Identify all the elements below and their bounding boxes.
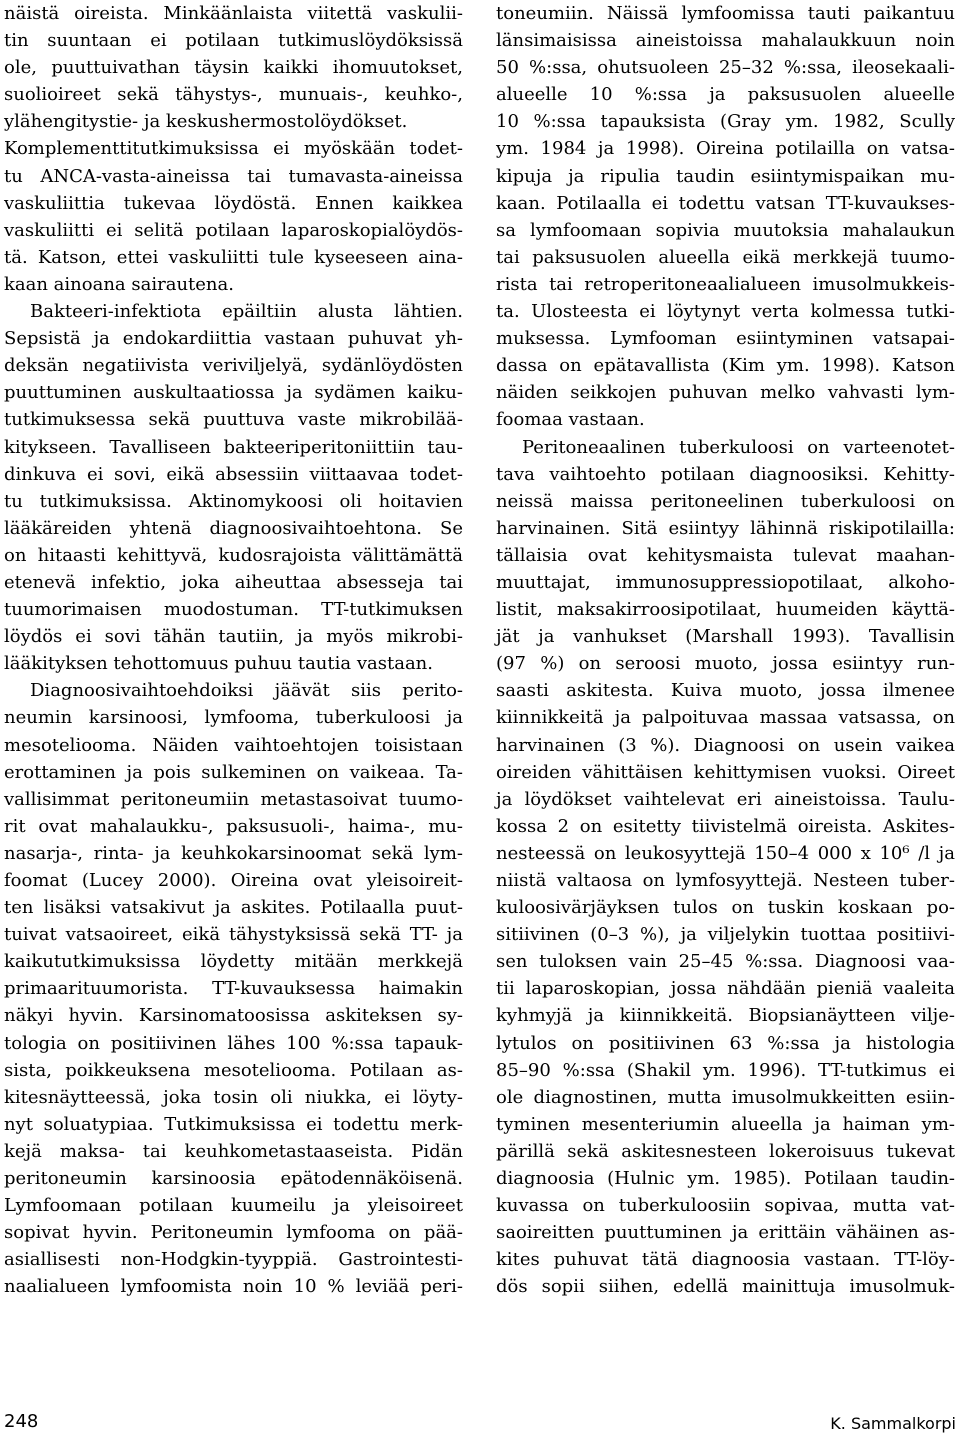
text-line: kiinnikkeitä ja palpoituvaa massaa vatsassa, on (496, 707, 955, 729)
text-line: sopivat hyvin. Peritoneumin lymfooma on pää- (4, 1222, 463, 1244)
text-line: kaan. Potilaalla ei todettu vatsan TT-kuvaukses- (496, 192, 955, 214)
text-line: niistä valtaosa on lymfosyyttejä. Nesteen tuber- (496, 870, 955, 891)
text-line: ja löydökset vaihtelevat eri aineistoissa. Taulu- (496, 788, 955, 810)
text-line: sa lymfoomaan sopivia muutoksia mahalaukun (496, 219, 955, 241)
text-line: alueelle 10 %:ssa ja paksusuolen alueelle (496, 84, 955, 106)
text-line: sista, poikkeuksena mesoteliooma. Potilaan as- (4, 1059, 463, 1081)
text-line: foomaa vastaan. (496, 409, 645, 431)
text-line: muksessa. Lymfooman esiintyminen vatsapai- (496, 328, 955, 350)
text-line: nyt soluatypiaa. Tutkimuksissa ei todettu merk- (4, 1113, 463, 1135)
right-text-column (496, 0, 955, 1301)
text-line: sen tuloksen vain 25–45 %:ssa. Diagnoosi vaa- (496, 951, 955, 973)
text-line: kitesnäytteessä, joka tosin oli niukka, ei löyty- (4, 1086, 463, 1108)
text-line: näiden seikkojen puhuvan melko vahvasti lym- (496, 382, 955, 404)
text-line: harvinainen (3 %). Diagnoosi on usein vaikea (496, 734, 955, 756)
text-line: 85–90 %:ssa (Shakil ym. 1996). TT-tutkimus ei (496, 1059, 955, 1081)
text-line: neumin karsinoosi, lymfooma, tuberkuloosi ja (4, 707, 463, 729)
text-line: Sepsistä ja endokardiittia vastaan puhuvat yh- (4, 328, 463, 350)
text-line: erottaminen ja pois sulkeminen on vaikeaa. Ta- (4, 761, 463, 783)
text-line: löydös ei sovi tähän tautiin, ja myös mikrobi- (4, 626, 463, 648)
text-line: neissä maissa peritoneelinen tuberkuloosi on (496, 490, 955, 512)
text-line: foomat (Lucey 2000). Oireina ovat yleisoireit- (4, 870, 463, 891)
text-line: ylähengitystie- ja keskushermostolöydökset. (4, 111, 408, 133)
text-line: oireiden vähittäisen kehittymisen vuoksi. Oireet (496, 761, 955, 783)
text-line: tu tutkimuksissa. Aktinomykoosi oli hoitavien (4, 490, 463, 512)
text-line: kitykseen. Tavalliseen bakteeriperitoniittiin tau- (4, 436, 463, 458)
text-line: tii laparoskopian, jossa nähdään pieniä vaaleita (496, 978, 955, 1000)
text-line: toneumiin. Näissä lymfoomissa tauti paikantuu (496, 3, 955, 24)
text-line: saoireitten puuttuminen ja erittäin vähäinen as- (496, 1222, 955, 1244)
text-line: kaan ainoana sairautena. (4, 273, 234, 295)
text-line: on hitaasti kehittyvä, kudosrajoista välittämättä (4, 544, 463, 566)
text-line: deksän negatiivista veriviljelyä, sydänlöydösten (4, 355, 463, 377)
text-line: rit ovat mahalaukku-, paksusuoli-, haima-, mu- (4, 815, 463, 837)
text-line: tologia on positiivinen lähes 100 %:ssa tapauk- (4, 1032, 463, 1054)
text-line: ole diagnostinen, mutta imusolmukkeitten esiin- (496, 1086, 955, 1108)
text-line: tai paksusuolen alueella eikä merkkejä tuumo- (496, 246, 955, 268)
text-line: Bakteeri-infektiota epäiltiin alusta lähtien. (30, 301, 463, 323)
text-line: tällaisia ovat kehitysmaista tulevat maahan- (496, 544, 955, 566)
text-line: lytulos on positiivinen 63 %:ssa ja histologia (496, 1032, 955, 1054)
text-line: tuivat vatsaoireet, eikä tähystyksissä sekä TT- ja (4, 924, 463, 946)
text-line: listit, maksakirroosipotilaat, huumeiden käyttä- (496, 599, 955, 621)
text-line: primaarituumorista. TT-kuvauksessa haimakin (4, 978, 463, 1000)
text-line: näistä oireista. Minkäänlaista viitettä vaskulii- (4, 3, 463, 24)
text-line: tyminen mesenteriumin alueella ja haiman ym- (496, 1113, 955, 1135)
left-text-column (4, 0, 463, 1301)
text-line: dinkuva ei sovi, eikä absessiin viittaavaa todet- (4, 463, 463, 485)
text-line: kyhmyjä ja kiinnikkeitä. Biopsianäytteen vilje- (496, 1005, 955, 1027)
text-line: kuvassa on tuberkuloosiin sopivaa, mutta vat- (496, 1195, 955, 1217)
text-line: ten lisäksi vatsakivut ja askites. Potilaalla puut- (4, 897, 463, 919)
text-line: tin suuntaan ei potilaan tutkimuslöydöksissä (4, 30, 463, 52)
text-line: kites puhuvat tätä diagnoosia vastaan. TT-löy- (496, 1249, 955, 1271)
text-line: Peritoneaalinen tuberkuloosi on varteenotet- (522, 436, 955, 458)
text-line: länsimaisissa aineistoissa mahalaukkuun noin (496, 30, 955, 52)
text-line: (97 %) on seroosi muoto, jossa esiintyy run- (496, 653, 955, 675)
text-line: vaskuliitti ei selitä potilaan laparoskopialöydös- (4, 219, 463, 241)
text-line: tuumorimaisen muodostuman. TT-tutkimuksen (4, 599, 463, 621)
text-line: sitiivinen (0–3 %), ja viljelykin tuottaa positiivi- (496, 924, 955, 946)
text-line: puuttuminen auskultaatiossa ja sydämen kaiku- (4, 382, 463, 404)
text-line: 50 %:ssa, ohutsuoleen 25–32 %:ssa, ileosekaali- (496, 57, 955, 79)
text-line: Diagnoosivaihtoehdoiksi jäävät siis perito- (30, 680, 463, 702)
running-footer-author: K. Sammalkorpi (830, 1414, 956, 1433)
text-line: nesteessä on leukosyyttejä 150–4 000 x 10⁶ /l ja (496, 842, 955, 864)
text-line: asiallisesti non-Hodgkin-tyyppiä. Gastrointesti- (4, 1249, 463, 1271)
text-line: muuttajat, immunosuppressiopotilaat, alkoho- (496, 571, 955, 593)
text-line: diagnoosia (Hulnic ym. 1985). Potilaan taudin- (496, 1168, 955, 1190)
text-line: kaikututkimuksissa löydetty mitään merkkejä (4, 951, 463, 973)
text-line: nasarja-, rinta- ja keuhkokarsinoomat sekä lym- (4, 842, 463, 864)
text-line: lääkityksen tehottomuus puhuu tautia vastaan. (4, 653, 433, 675)
text-line: näkyi hyvin. Karsinomatoosissa askiteksen sy- (4, 1005, 463, 1027)
text-line: Komplementtitutkimuksissa ei myöskään todet- (4, 138, 463, 160)
text-line: jät ja vanhukset (Marshall 1993). Tavallisin (496, 626, 955, 648)
text-line: ym. 1984 ja 1998). Oireina potilailla on vatsa- (496, 138, 955, 160)
text-line: ta. Ulosteesta ei löytynyt verta kolmessa tutki- (496, 301, 955, 323)
text-line: lääkäreiden yhtenä diagnoosivaihtoehtona. Se (4, 517, 463, 539)
text-line: mesoteliooma. Näiden vaihtoehtojen toisistaan (4, 734, 463, 756)
text-line: vaskuliittia tukevaa löydöstä. Ennen kaikkea (4, 192, 463, 214)
text-line: kejä maksa- tai keuhkometastaaseista. Pidän (4, 1140, 463, 1162)
text-line: etenevä infektio, joka aiheuttaa absesseja tai (4, 571, 463, 593)
text-line: tu ANCA-vasta-aineissa tai tumavasta-aineissa (4, 165, 463, 187)
text-line: naalialueen lymfoomista noin 10 % leviää peri- (4, 1276, 463, 1298)
text-line: kipuja ja ripulia taudin esiintymispaikan mu- (496, 165, 955, 187)
text-line: dös sopii siihen, edellä mainittuja imusolmuk- (496, 1276, 955, 1298)
text-line: saasti askitesta. Kuiva muoto, jossa ilmenee (496, 680, 955, 702)
text-line: rista tai retroperitoneaalialueen imusolmukkeis- (496, 273, 955, 295)
text-line: 10 %:ssa tapauksista (Gray ym. 1982, Scully (496, 111, 955, 133)
text-line: kuloosivärjäyksen tulos on tuskin koskaan po- (496, 897, 955, 919)
text-line: Lymfoomaan potilaan kuumeilu ja yleisoireet (4, 1195, 463, 1217)
text-line: tava vaihtoehto potilaan diagnoosiksi. Kehitty- (496, 463, 955, 485)
text-line: dassa on epätavallista (Kim ym. 1998). Katson (496, 355, 955, 377)
text-line: vallisimmat peritoneumiin metastasoivat tuumo- (4, 788, 463, 810)
text-line: tä. Katson, ettei vaskuliitti tule kyseeseen aina- (4, 246, 463, 268)
text-line: ole, puuttuivathan täysin kaikki ihomuutokset, (4, 57, 463, 79)
text-line: pärillä sekä askitesnesteen lokeroisuus tukevat (496, 1140, 955, 1162)
text-line: kossa 2 on esitetty tiivistelmä oireista. Askites- (496, 815, 955, 837)
text-line: tutkimuksessa sekä puuttuva vaste mikrobilää- (4, 409, 463, 431)
page-number: 248 (4, 1411, 39, 1432)
text-line: peritoneumin karsinoosia epätodennäköisenä. (4, 1168, 463, 1190)
text-line: suolioireet sekä tähystys-, munuais-, keuhko-, (4, 84, 463, 106)
text-line: harvinainen. Sitä esiintyy lähinnä riskipotilailla: (496, 517, 955, 539)
